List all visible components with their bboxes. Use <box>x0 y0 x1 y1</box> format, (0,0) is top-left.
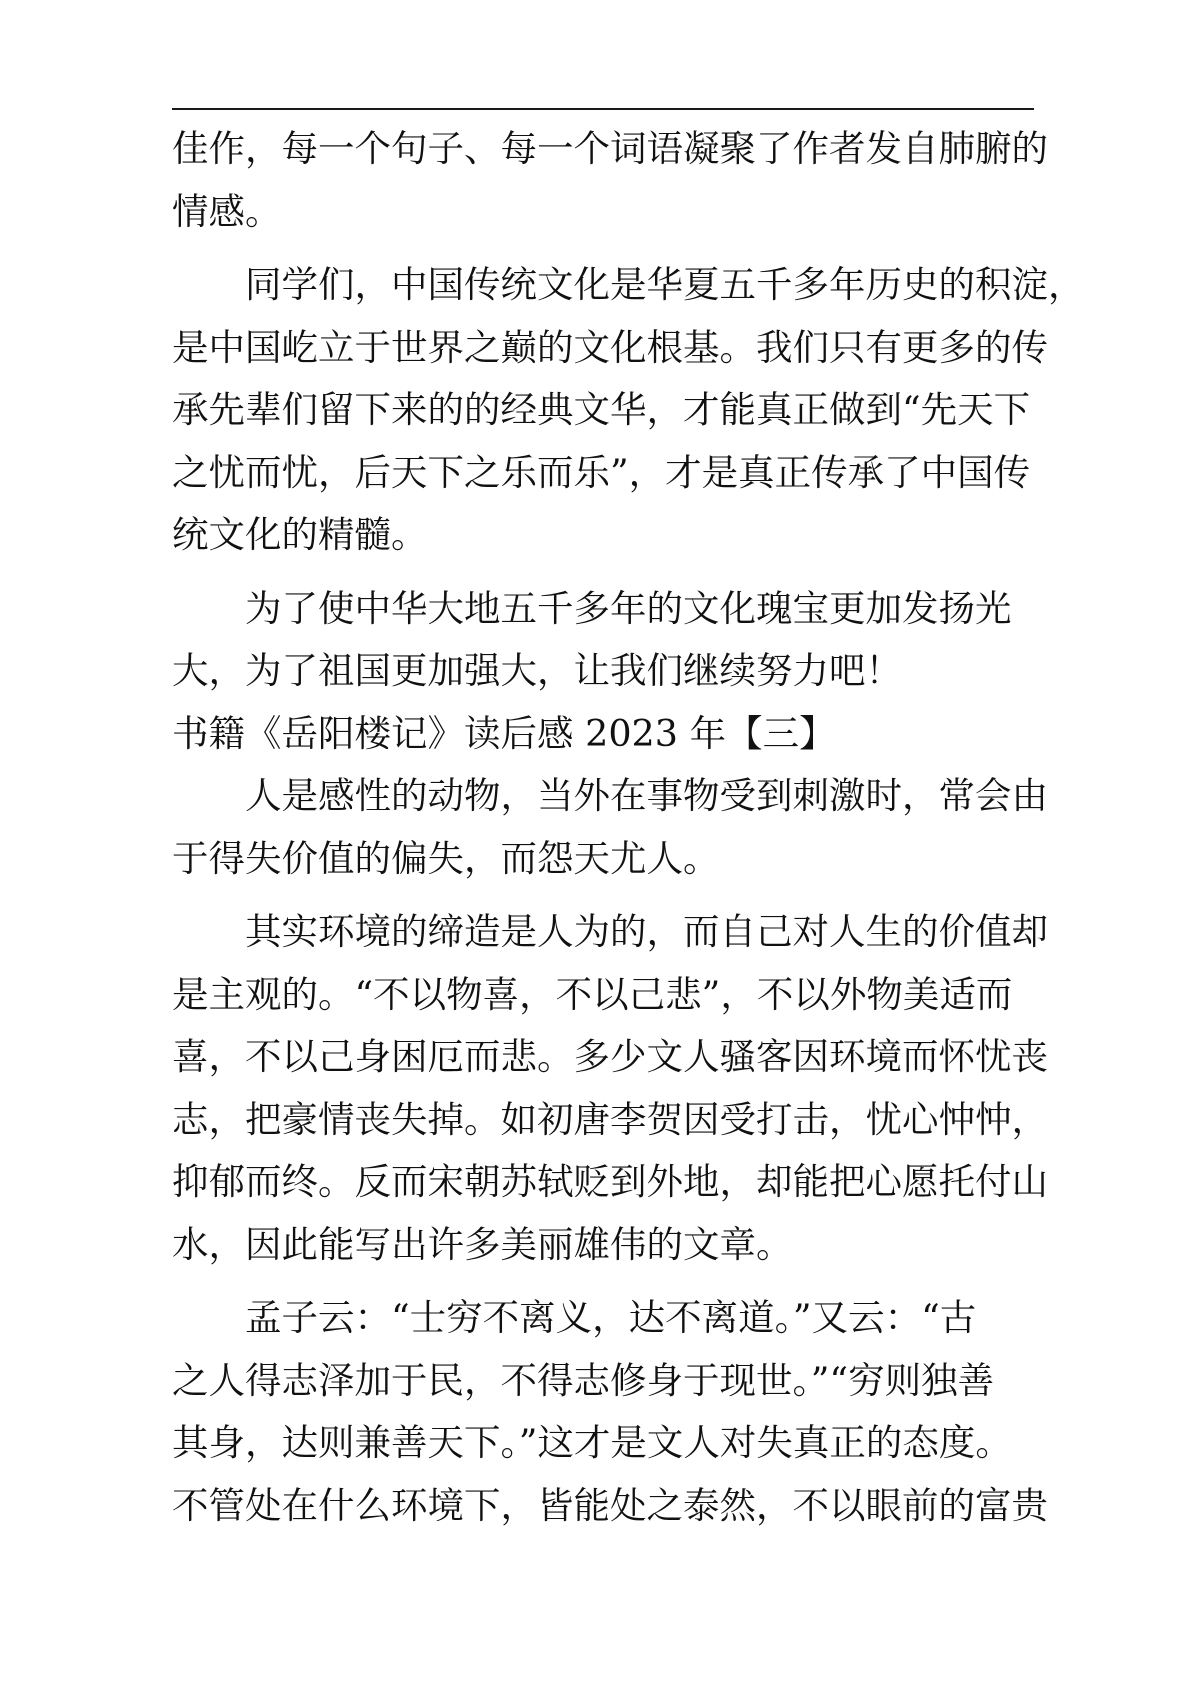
text-line: 其身，达则兼善天下。”这才是文人对失真正的态度。 <box>172 1421 1012 1464</box>
text-line: 其实环境的缔造是人为的，而自己对人生的价值却 <box>245 910 1048 953</box>
text-line: 喜，不以己身困厄而悲。多少文人骚客因环境而怀忧丧 <box>172 1035 1048 1078</box>
text-line: 之忧而忧，后天下之乐而乐”，才是真正传承了中国传 <box>172 450 1031 494</box>
text-line: 志，把豪情丧失掉。如初唐李贺因受打击，忧心忡忡， <box>172 1097 1048 1141</box>
header-rule <box>172 108 1034 110</box>
text-line: 是主观的。“不以物喜，不以己悲”，不以外物美适而 <box>172 972 1013 1016</box>
paragraph-2 <box>172 254 1085 567</box>
text-line: 大，为了祖国更加强大，让我们继续努力吧！ <box>172 649 902 692</box>
text-line: 人是感性的动物，当外在事物受到刺激时，常会由 <box>245 774 1048 817</box>
text-line: 是中国屹立于世界之巅的文化根基。我们只有更多的传 <box>172 325 1048 369</box>
text-line: 于得失价值的偏失，而怨天尤人。 <box>172 836 720 880</box>
text-line: 情感。 <box>172 189 282 233</box>
text-line: 同学们，中国传统文化是华夏五千多年历史的积淀， <box>245 263 1085 306</box>
document-body <box>172 118 1085 1537</box>
text-line: 孟子云：“士穷不离义，达不离道。”又云：“古 <box>245 1296 977 1339</box>
text-line: 统文化的精髓。 <box>172 513 428 556</box>
text-line: 之人得志泽加于民，不得志修身于现世。”“穷则独善 <box>172 1358 995 1402</box>
text-line: 承先辈们留下来的的经典文华，才能真正做到“先天下 <box>172 388 1031 431</box>
heading-line: 书籍《岳阳楼记》读后感 2023 年【三】 <box>172 711 836 755</box>
paragraph-4 <box>172 765 1052 890</box>
paragraph-6 <box>172 1287 1052 1537</box>
text-line: 水，因此能写出许多美丽雄伟的文章。 <box>172 1222 793 1266</box>
text-line: 不管处在什么环境下，皆能处之泰然，不以眼前的富贵 <box>172 1483 1048 1527</box>
section-heading <box>172 703 1052 766</box>
text-line: 佳作，每一个句子、每一个词语凝聚了作者发自肺腑的 <box>172 127 1048 170</box>
paragraph-1 <box>172 118 1052 243</box>
paragraph-3 <box>172 578 1052 703</box>
text-line: 为了使中华大地五千多年的文化瑰宝更加发扬光 <box>245 586 1012 630</box>
text-line: 抑郁而终。反而宋朝苏轼贬到外地，却能把心愿托付山 <box>172 1160 1048 1203</box>
paragraph-5 <box>172 901 1052 1276</box>
